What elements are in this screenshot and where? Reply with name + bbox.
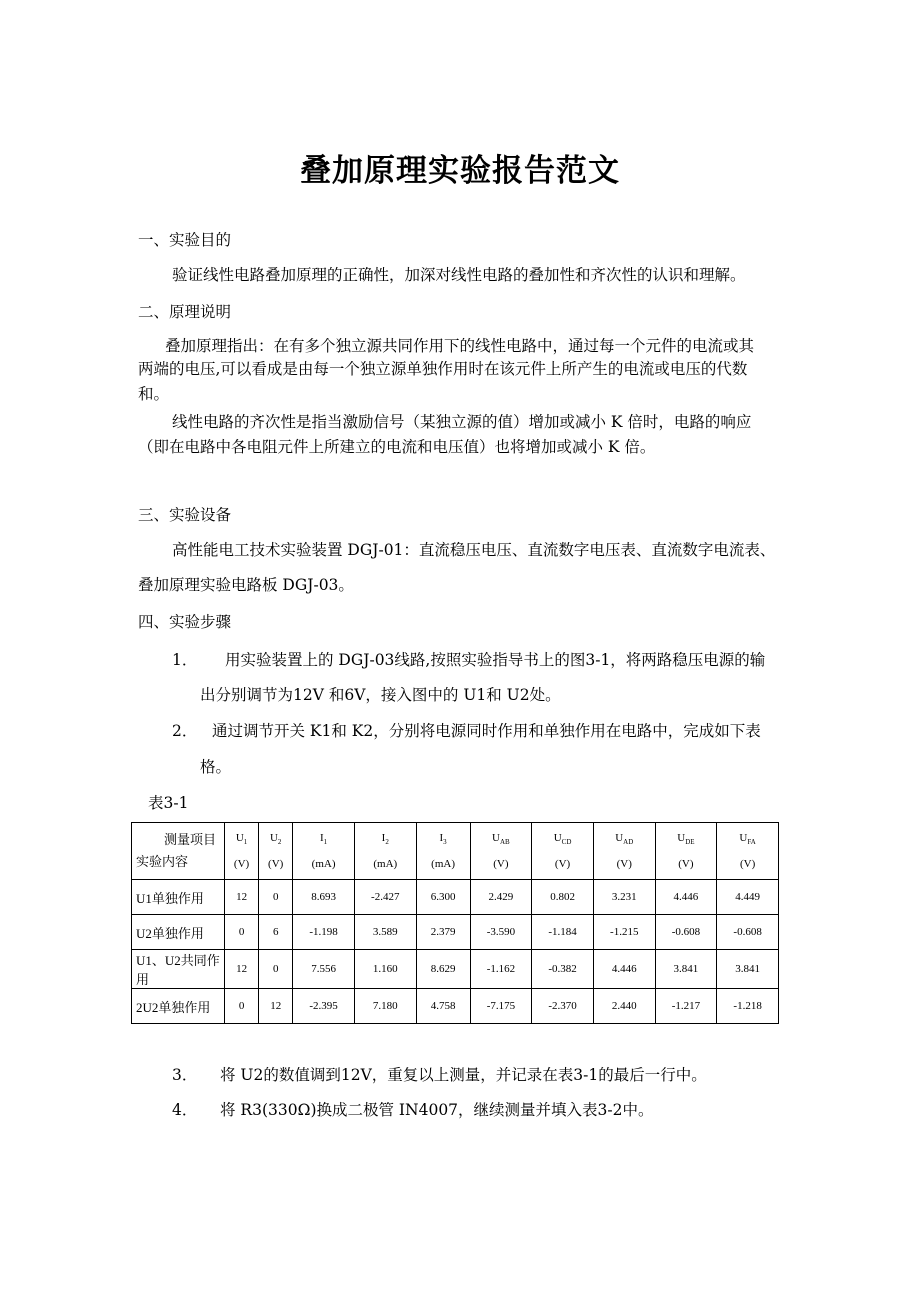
column-subscript: FA: [747, 838, 756, 847]
paragraph-line: 和。: [138, 385, 170, 403]
table-cell: -1.215: [593, 915, 655, 950]
column-unit: (V): [739, 858, 756, 871]
table-row: [132, 880, 779, 915]
column-symbol: U: [553, 831, 562, 844]
column-unit: (mA): [431, 858, 455, 871]
table-cell: 3.841: [717, 950, 779, 989]
column-symbol: U: [615, 831, 624, 844]
corner-label-top: 测量项目: [164, 832, 217, 847]
table-cell: 6.300: [416, 880, 470, 915]
table-cell: -2.427: [354, 880, 416, 915]
table-header-row: [132, 823, 779, 880]
paragraph-line: 高性能电工技术实验装置 DGJ-01：直流稳压电压、直流数字电压表、直流数字电流表、: [172, 541, 776, 559]
column-symbol: U: [492, 831, 500, 844]
results-table: [131, 822, 779, 1024]
step-line: 出分别调节为12V 和6V，接入图中的 U1和 U2处。: [200, 686, 561, 704]
corner-label-bottom: 实验内容: [136, 854, 189, 869]
table-caption: 表3-1: [148, 794, 189, 812]
section-heading: 三、实验设备: [138, 506, 232, 524]
table-cell: -0.608: [655, 915, 717, 950]
table-cell: -1.184: [532, 915, 594, 950]
column-unit: (V): [678, 858, 694, 871]
step-line: 将 R3(330Ω)换成二极管 IN4007，继续测量并填入表3-2中。: [220, 1101, 654, 1119]
table-cell: 7.180: [354, 989, 416, 1024]
table-cell: 2.379: [416, 915, 470, 950]
step-number: 4．: [172, 1101, 198, 1119]
paragraph-line: 两端的电压,可以看成是由每一个独立源单独作用时在该元件上所产生的电流或电压的代数: [138, 360, 748, 378]
table-cell: 3.589: [354, 915, 416, 950]
step-line: 通过调节开关 K1和 K2，分别将电源同时作用和单独作用在电路中，完成如下表: [212, 722, 761, 740]
table-row: [132, 915, 779, 950]
table-cell: 12: [225, 950, 259, 989]
table-cell: 8.693: [293, 880, 355, 915]
table-cell: 0: [259, 950, 293, 989]
table-cell: -1.198: [293, 915, 355, 950]
column-symbol: I: [381, 831, 386, 844]
table-cell: 0: [259, 880, 293, 915]
step-line: 格。: [200, 758, 232, 776]
column-header: [593, 823, 655, 880]
table-cell: 0.802: [532, 880, 594, 915]
table-cell: -2.395: [293, 989, 355, 1024]
column-symbol: U: [677, 831, 686, 844]
table-cell: -7.175: [470, 989, 532, 1024]
column-header: [470, 823, 532, 880]
table-cell: -1.218: [717, 989, 779, 1024]
column-subscript: AB: [500, 838, 510, 847]
column-subscript: 2: [385, 838, 389, 847]
table-cell: 4.449: [717, 880, 779, 915]
table-row: [132, 989, 779, 1024]
table-cell: 2.440: [593, 989, 655, 1024]
column-subscript: 2: [277, 838, 282, 847]
column-subscript: 1: [323, 838, 328, 847]
column-header: [532, 823, 594, 880]
table-cell: 0: [225, 915, 259, 950]
paragraph-line: 叠加原理实验电路板 DGJ-03。: [138, 576, 354, 594]
table-cell: -3.590: [470, 915, 532, 950]
column-unit: (V): [493, 858, 509, 871]
table-cell: 3.841: [655, 950, 717, 989]
column-header: [655, 823, 717, 880]
table-cell: -0.608: [717, 915, 779, 950]
table-cell: 2.429: [470, 880, 532, 915]
column-subscript: CD: [561, 838, 572, 847]
paragraph-line: 线性电路的齐次性是指当激励信号（某独立源的值）增加或减小 K 倍时，电路的响应: [172, 413, 752, 431]
corner-header: [132, 823, 225, 880]
step-line: 用实验装置上的 DGJ-03线路,按照实验指导书上的图3-1，将两路稳压电源的输: [225, 651, 766, 669]
column-subscript: 3: [443, 838, 447, 847]
section-heading: 二、原理说明: [138, 303, 232, 321]
table-cell: 1.160: [354, 950, 416, 989]
table-cell: 0: [225, 989, 259, 1024]
column-header: [416, 823, 470, 880]
column-unit: (mA): [311, 858, 336, 871]
paragraph-line: 叠加原理指出：在有多个独立源共同作用下的线性电路中，通过每一个元件的电流或其: [165, 337, 755, 355]
table-cell: 4.446: [593, 950, 655, 989]
page-title: 叠加原理实验报告范文: [300, 153, 620, 189]
table-cell: 4.446: [655, 880, 717, 915]
row-label: U1单独作用: [132, 880, 225, 915]
table-cell: 4.758: [416, 989, 470, 1024]
step-line: 将 U2的数值调到12V，重复以上测量，并记录在表3-1的最后一行中。: [220, 1066, 707, 1084]
column-unit: (V): [268, 858, 284, 871]
table-cell: -1.217: [655, 989, 717, 1024]
column-unit: (V): [554, 858, 571, 871]
section-heading: 一、实验目的: [138, 231, 232, 249]
table-cell: 3.231: [593, 880, 655, 915]
column-unit: (V): [233, 858, 250, 871]
step-number: 2．: [172, 722, 198, 740]
table-cell: 12: [259, 989, 293, 1024]
column-symbol: U: [739, 831, 748, 844]
table-cell: -1.162: [470, 950, 532, 989]
table-row: [132, 950, 779, 989]
column-header: [293, 823, 355, 880]
table-cell: 8.629: [416, 950, 470, 989]
column-unit: (mA): [373, 858, 398, 871]
step-number: 3．: [172, 1066, 198, 1084]
row-label: U1、U2共同作用: [132, 950, 225, 989]
column-symbol: I: [439, 831, 444, 844]
column-symbol: I: [320, 831, 324, 844]
paragraph: 验证线性电路叠加原理的正确性，加深对线性电路的叠加性和齐次性的认识和理解。: [172, 266, 746, 284]
column-subscript: 1: [243, 838, 248, 847]
column-subscript: DE: [685, 838, 695, 847]
column-header: [225, 823, 259, 880]
column-header: [259, 823, 293, 880]
column-header: [717, 823, 779, 880]
column-symbol: U: [269, 831, 278, 844]
row-label: 2U2单独作用: [132, 989, 225, 1024]
column-subscript: AD: [623, 838, 634, 847]
column-symbol: U: [235, 831, 244, 844]
table-cell: -2.370: [532, 989, 594, 1024]
table-cell: 7.556: [293, 950, 355, 989]
column-unit: (V): [616, 858, 632, 871]
paragraph-line: （即在电路中各电阻元件上所建立的电流和电压值）也将增加或减小 K 倍。: [138, 438, 656, 456]
table-cell: 12: [225, 880, 259, 915]
row-label: U2单独作用: [132, 915, 225, 950]
column-header: [354, 823, 416, 880]
table-cell: 6: [259, 915, 293, 950]
step-number: 1．: [172, 651, 198, 669]
section-heading: 四、实验步骤: [138, 613, 232, 631]
table-cell: -0.382: [532, 950, 594, 989]
